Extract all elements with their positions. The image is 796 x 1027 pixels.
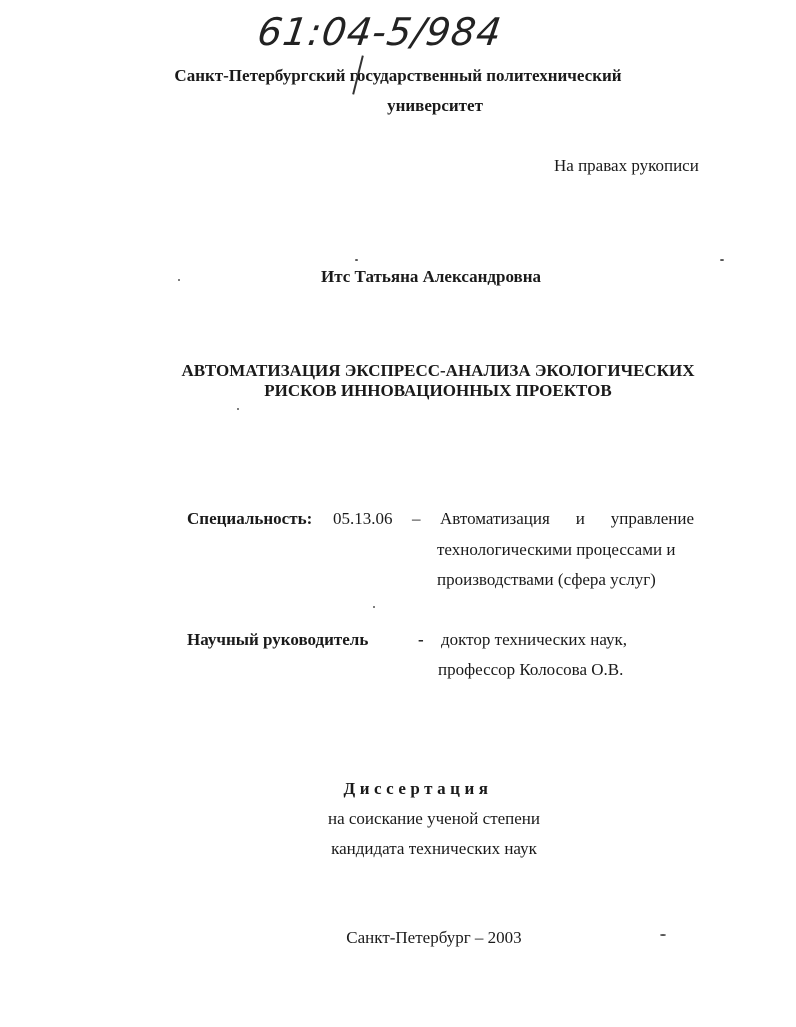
- thesis-title-line1: АВТОМАТИЗАЦИЯ ЭКСПРЕСС-АНАЛИЗА ЭКОЛОГИЧЕСКИХ: [181, 361, 695, 380]
- handwritten-archive-number: 61:04-5/984: [254, 10, 505, 54]
- specialty-label: Специальность:: [187, 509, 313, 528]
- specialty-description-line1: Автоматизация и управление: [440, 509, 694, 528]
- rights-note: На правах рукописи: [554, 156, 699, 175]
- scan-speck: [237, 408, 239, 410]
- specialty-code: 05.13.06: [333, 509, 393, 528]
- scan-speck: [720, 259, 724, 261]
- university-name-line2: университет: [387, 96, 483, 115]
- university-name-line1: Санкт-Петербургский государственный политехнический: [174, 66, 622, 85]
- dissertation-degree-line2: кандидата технических наук: [331, 839, 537, 858]
- author-name: Итс Татьяна Александровна: [320, 267, 542, 286]
- scan-speck: [373, 606, 375, 608]
- specialty-dash: –: [412, 509, 421, 528]
- dissertation-degree-line1: на соискание ученой степени: [327, 809, 541, 828]
- supervisor-dash: -: [418, 630, 424, 649]
- scan-speck: [178, 279, 180, 281]
- specialty-description-line3: производствами (сфера услуг): [437, 570, 656, 589]
- scan-speck: [660, 934, 666, 936]
- supervisor-degree: доктор технических наук,: [441, 630, 628, 649]
- supervisor-name: профессор Колосова О.В.: [438, 660, 624, 679]
- specialty-description-line2: технологическими процессами и: [437, 540, 676, 559]
- supervisor-label: Научный руководитель: [187, 630, 369, 649]
- city-and-year: Санкт-Петербург – 2003: [346, 928, 522, 947]
- thesis-title-line2: РИСКОВ ИННОВАЦИОННЫХ ПРОЕКТОВ: [264, 381, 612, 400]
- scan-speck: [355, 259, 358, 261]
- dissertation-heading: Диссертация: [343, 779, 493, 798]
